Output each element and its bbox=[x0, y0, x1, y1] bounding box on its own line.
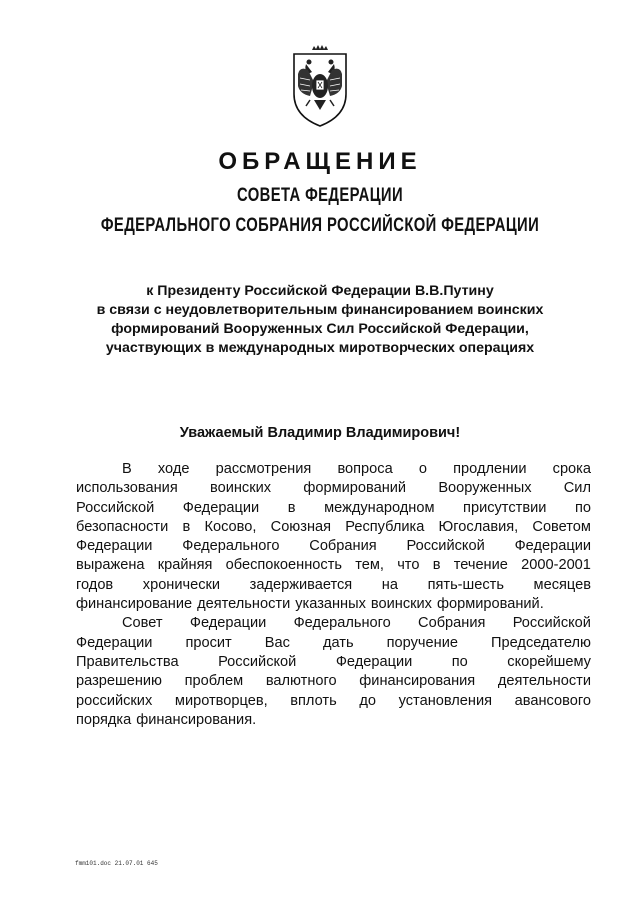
text-line: Федерации Федерального Собрания Российской Федерации bbox=[76, 538, 591, 555]
text-line: разрешению проблем валютного финансирования деятельности bbox=[76, 673, 591, 690]
subject-line: к Президенту Российской Федерации В.В.Путину bbox=[146, 283, 494, 299]
text-line: Правительства Российской Федерации по скорейшему bbox=[76, 653, 591, 670]
text-line: выражена крайняя обеспокоенность тем, что в течение 2000-2001 bbox=[76, 557, 591, 574]
text-line: безопасности в Косово, Союзная Республика Югославия, Советом bbox=[76, 518, 591, 535]
text-line: Совет Федерации Федерального Собрания Российской bbox=[122, 615, 591, 632]
subject-line: формирований Вооруженных Сил Российской Федерации, bbox=[111, 321, 529, 337]
salutation: Уважаемый Владимир Владимирович! bbox=[179, 425, 461, 441]
text-line: порядка финансирования. bbox=[76, 711, 257, 728]
coat-of-arms-emblem bbox=[288, 44, 352, 128]
text-line: российских миротворцев, вплоть до установления авансового bbox=[76, 692, 591, 709]
document-subtitle-assembly: ФЕДЕРАЛЬНОГО СОБРАНИЯ РОССИЙСКОЙ ФЕДЕРАЦИИ bbox=[100, 215, 540, 236]
text-line: Российской Федерации в международном присутствии по bbox=[76, 499, 591, 516]
text-line: годов хронически задерживается на пять-шесть месяцев bbox=[76, 576, 591, 593]
paragraph-1 bbox=[76, 460, 591, 614]
text-line: использования воинских формирований Вооруженных Сил bbox=[76, 480, 591, 497]
paragraph-2 bbox=[76, 614, 591, 730]
footer-file-info: fmm101.doc 21.07.01 645 bbox=[75, 860, 158, 867]
subject-block bbox=[60, 282, 580, 358]
subject-line: участвующих в международных миротворческих операциях bbox=[105, 340, 535, 356]
document-subtitle-council: СОВЕТА ФЕДЕРАЦИИ bbox=[236, 185, 404, 206]
text-line: финансирование деятельности указанных воинских формирований. bbox=[76, 596, 544, 613]
text-line: Федерации просит Вас дать поручение Председателю bbox=[76, 634, 591, 651]
text-line: В ходе рассмотрения вопроса о продлении срока bbox=[122, 461, 591, 477]
subject-line: в связи с неудовлетворительным финансированием воинских bbox=[96, 302, 544, 318]
body-text bbox=[76, 460, 591, 730]
document-title: ОБРАЩЕНИЕ bbox=[218, 148, 422, 175]
